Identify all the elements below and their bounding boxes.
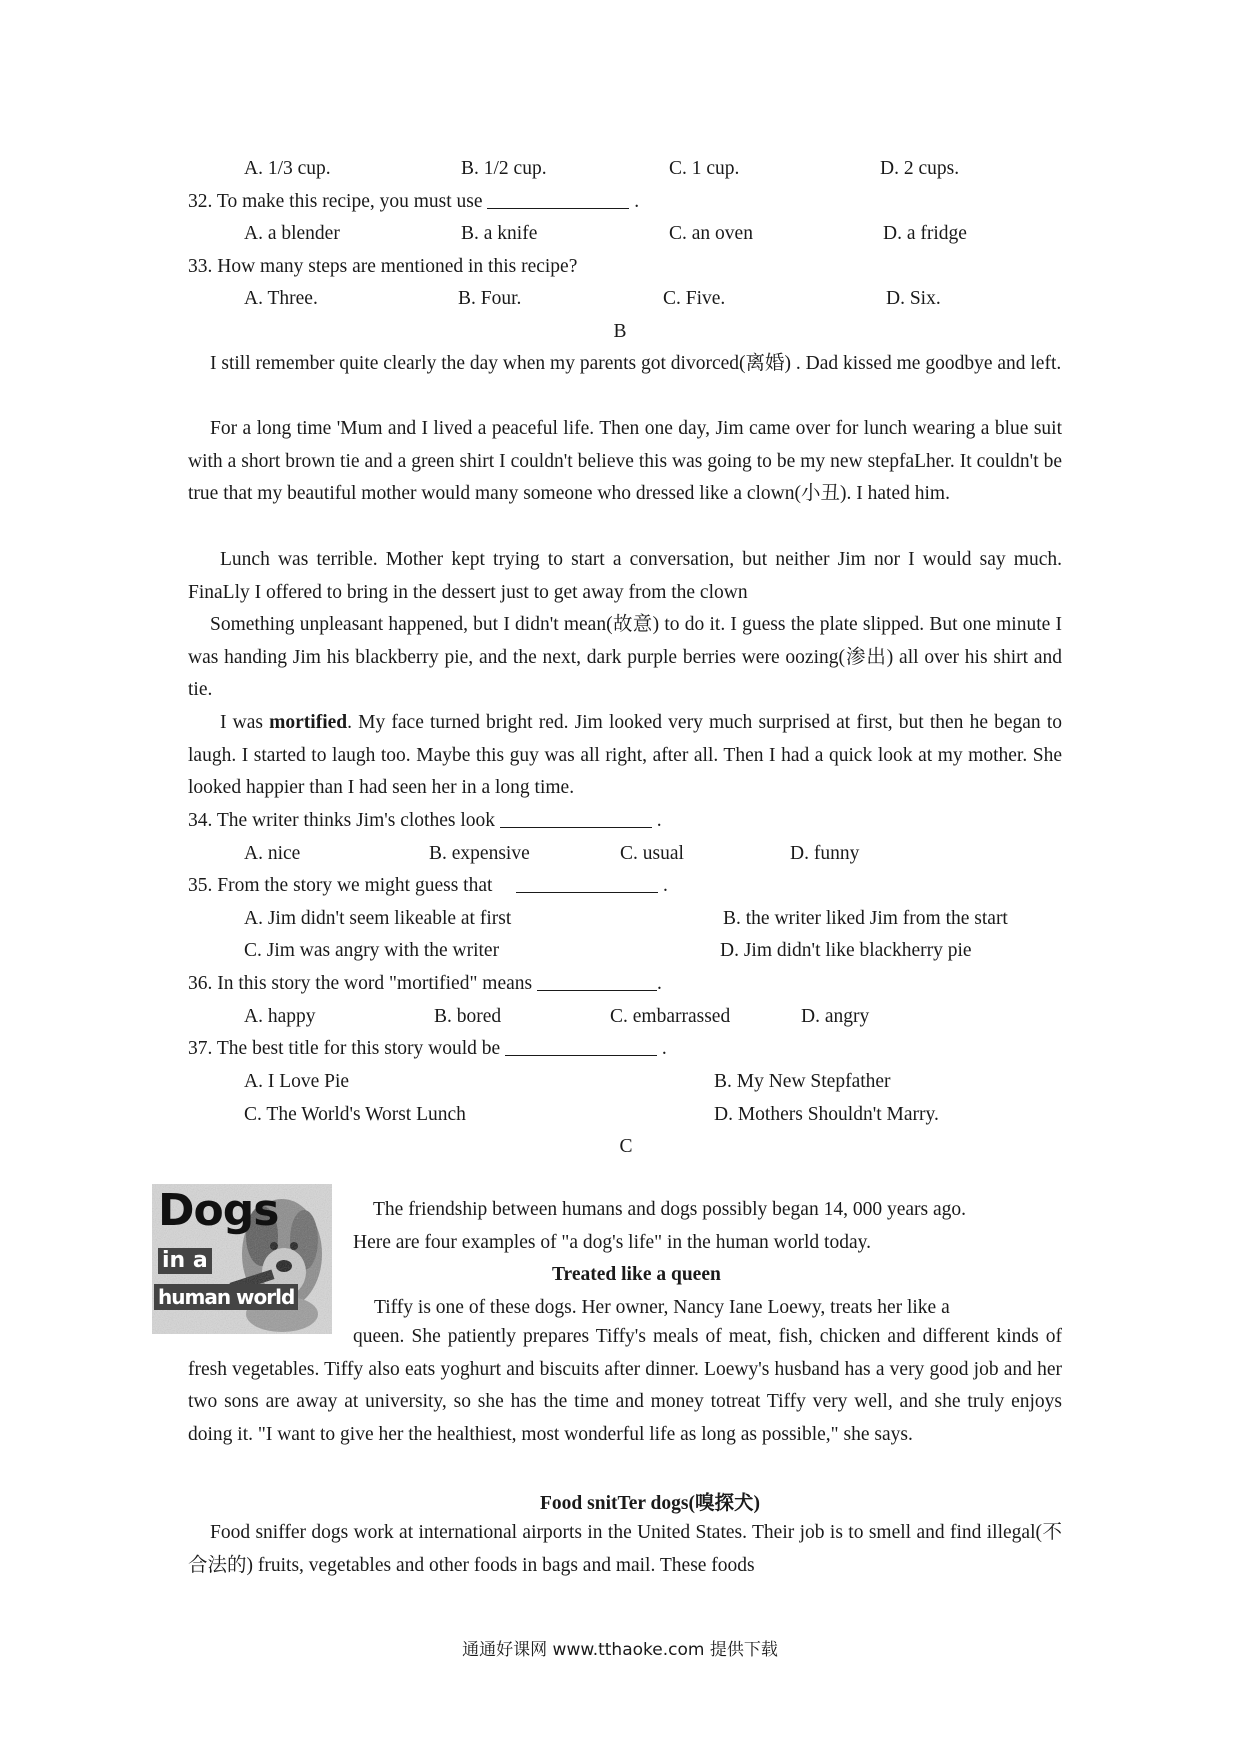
- passage-b-paragraph-4: Something unpleasant happened, but I didn't mean(故意) to do it. I guess the plate slipped. But one minute I was handing Jim his blackberry pie, and the next, dark purple berries were oozing(渗出) all over his shirt and tie.: [188, 614, 1062, 701]
- answer-blank: [537, 972, 657, 991]
- q31-option-d: D. 2 cups.: [880, 158, 960, 179]
- q32-option-c: C. an oven: [669, 223, 753, 244]
- q33-option-c: C. Five.: [663, 288, 726, 309]
- q35-option-b: B. the writer liked Jim from the start: [723, 908, 1008, 929]
- q32-option-d: D. a fridge: [883, 223, 967, 244]
- q33-option-b: B. Four.: [458, 288, 522, 309]
- q32-option-a: A. a blender: [244, 223, 340, 244]
- q34-option-b: B. expensive: [429, 843, 530, 864]
- q36-option-d: D. angry: [801, 1006, 870, 1027]
- q33-option-d: D. Six.: [886, 288, 941, 309]
- q36-stem: 36. In this story the word "mortified" means .: [188, 973, 662, 994]
- q36-option-c: C. embarrassed: [610, 1006, 731, 1027]
- passage-b-paragraph-3: Lunch was terrible. Mother kept trying to start a conversation, but neither Jim nor I would say much. FinaLly I offered to bring in the dessert just to get away from the clown: [188, 549, 1062, 603]
- q37-option-d: D. Mothers Shouldn't Marry.: [714, 1104, 939, 1125]
- q37-option-b: B. My New Stepfather: [714, 1071, 891, 1092]
- q32-stem: 32. To make this recipe, you must use .: [188, 191, 640, 212]
- passage-b-paragraph-2: For a long time 'Mum and I lived a peaceful life. Then one day, Jim came over for lunch wearing a blue suit with a short brown tie and a green shirt I couldn't believe this was going to be my new stepfaLher. It couldn't be true that my beautiful mother would many someone who dressed like a clown(小丑). I hated him.: [188, 418, 1062, 505]
- queen-paragraph-line-1: Tiffy is one of these dogs. Her owner, Nancy Iane Loewy, treats her like a: [374, 1297, 950, 1318]
- image-title-dogs: Dogs: [158, 1185, 279, 1236]
- q36-option-b: B. bored: [434, 1006, 502, 1027]
- q31-option-c: C. 1 cup.: [669, 158, 740, 179]
- q33-option-a: A. Three.: [244, 288, 318, 309]
- answer-blank: [516, 874, 658, 893]
- q33-stem: 33. How many steps are mentioned in this recipe?: [188, 256, 578, 277]
- q35-option-a: A. Jim didn't seem likeable at first: [244, 908, 512, 929]
- passage-b-paragraph-1: I still remember quite clearly the day when my parents got divorced(离婚) . Dad kissed me goodbye and left.: [210, 353, 1062, 374]
- keyword-mortified: mortified: [269, 712, 348, 733]
- q36-option-a: A. happy: [244, 1006, 316, 1027]
- q34-option-d: D. funny: [790, 843, 860, 864]
- dogs-in-a-human-world-image: [152, 1184, 332, 1334]
- answer-blank: [487, 190, 629, 209]
- q34-option-c: C. usual: [620, 843, 684, 864]
- answer-blank: [505, 1037, 657, 1056]
- q31-option-a: A. 1/3 cup.: [244, 158, 331, 179]
- answer-blank: [500, 809, 652, 828]
- q35-option-d: D. Jim didn't like blackherry pie: [720, 940, 972, 961]
- passage-c-intro-line-2: Here are four examples of "a dog's life" in the human world today.: [353, 1232, 871, 1253]
- image-title-in-a: in a: [158, 1248, 212, 1274]
- q31-option-b: B. 1/2 cup.: [461, 158, 547, 179]
- q37-stem: 37. The best title for this story would be .: [188, 1038, 667, 1059]
- queen-paragraph-rest: queen. She patiently prepares Tiffy's meals of meat, fish, chicken and different kinds of fresh vegetables. Tiffy also eats yoghurt and biscuits after dinner. Loewy's husband has a very good job and her two sons are away at university, so she has the time and money totreat Tiffy very well, and she truly enjoys doing it. "I want to give her the healthiest, most wonderful life as long as possible," she says.: [188, 1326, 1062, 1445]
- q34-option-a: A. nice: [244, 843, 301, 864]
- passage-b-paragraph-5: I was mortified. My face turned bright red. Jim looked very much surprised at first, but then he began to laugh. I started to laugh too. Maybe this guy was all right, after all. Then I had a quick look at my mother. She looked happier than I had seen her in a long time.: [188, 712, 1063, 799]
- section-c-heading: C: [619, 1136, 633, 1157]
- subheading-food-sniffer-dogs: Food snitTer dogs(嗅探犬): [540, 1493, 760, 1514]
- q35-stem: 35. From the story we might guess that .: [188, 875, 668, 896]
- sniffer-paragraph: Food sniffer dogs work at international airports in the United States. Their job is to smell and find illegal(不合法的) fruits, vegetables and other foods in bags and mail. These foods: [188, 1522, 1062, 1576]
- q32-option-b: B. a knife: [461, 223, 538, 244]
- page-footer: 通通好课网 www.tthaoke.com 提供下载: [462, 1640, 778, 1660]
- subheading-treated-like-a-queen: Treated like a queen: [552, 1264, 721, 1285]
- q35-option-c: C. Jim was angry with the writer: [244, 940, 500, 961]
- q37-option-a: A. I Love Pie: [244, 1071, 350, 1092]
- image-title-human-world: human world: [154, 1284, 298, 1310]
- passage-c-intro-line-1: The friendship between humans and dogs possibly began 14, 000 years ago.: [373, 1199, 966, 1220]
- q37-option-c: C. The World's Worst Lunch: [244, 1104, 466, 1125]
- section-b-heading: B: [613, 321, 627, 342]
- q34-stem: 34. The writer thinks Jim's clothes look .: [188, 810, 662, 831]
